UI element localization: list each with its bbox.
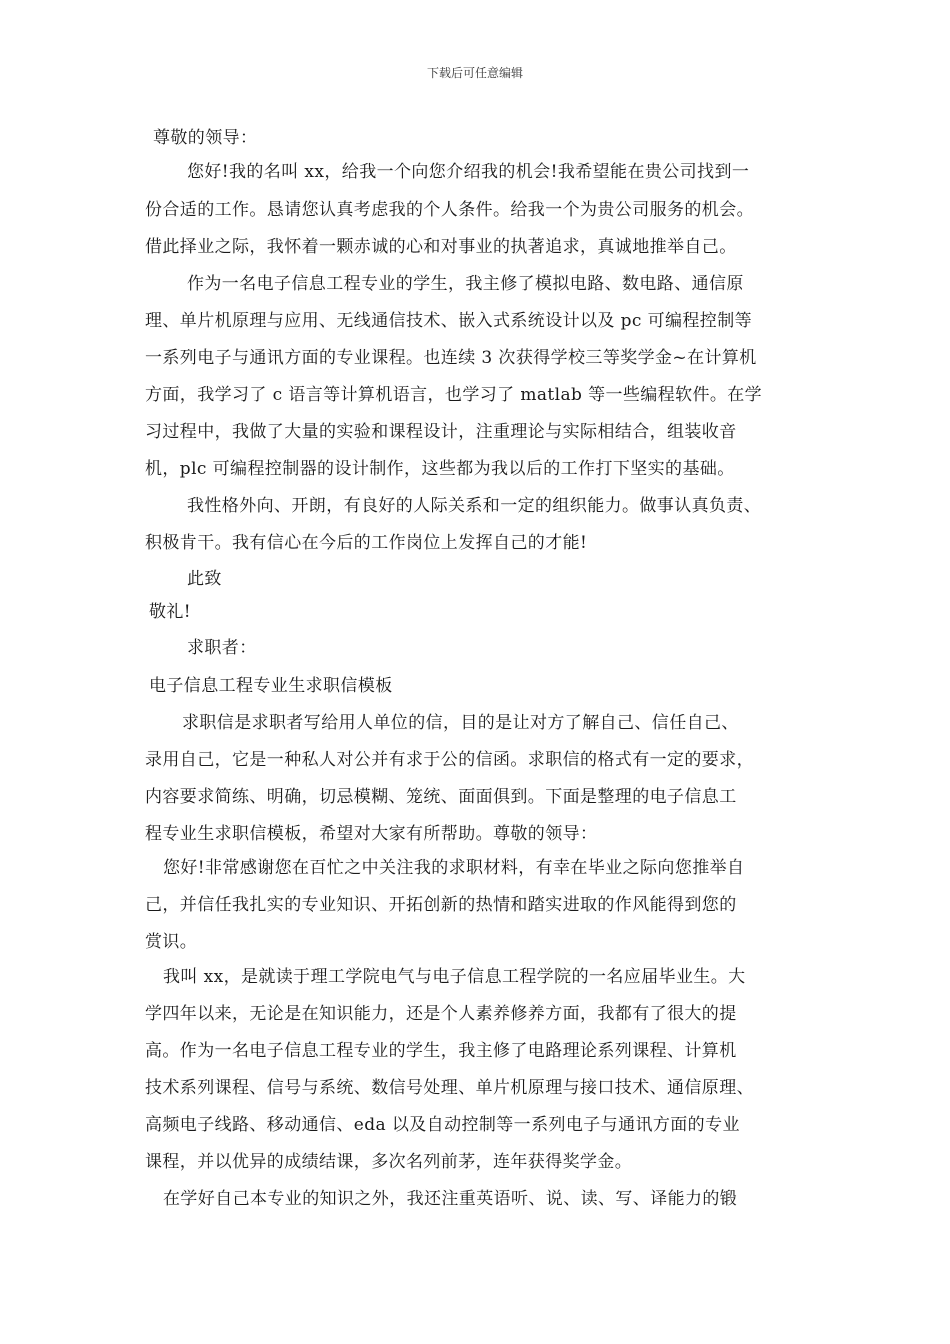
text-line: 一系列电子与通讯方面的专业课程。也连续 3 次获得学校三等奖学金~在计算机 (145, 348, 757, 368)
text-line: 在学好自己本专业的知识之外，我还注重英语听、说、读、写、译能力的锻 (163, 1189, 738, 1209)
text-line: 机，plc 可编程控制器的设计制作，这些都为我以后的工作打下坚实的基础。 (145, 459, 735, 479)
text-line: 我性格外向、开朗，有良好的人际关系和一定的组织能力。做事认真负责、 (187, 496, 762, 516)
text-line: 求职信是求职者写给用人单位的信，目的是让对方了解自己、信任自己、 (182, 713, 739, 733)
text-line: 技术系列课程、信号与系统、数信号处理、单片机原理与接口技术、通信原理、 (145, 1078, 754, 1098)
text-line: 借此择业之际，我怀着一颗赤诚的心和对事业的执著追求，真诚地推举自己。 (145, 237, 737, 257)
text-line: 内容要求简练、明确，切忌模糊、笼统、面面俱到。下面是整理的电子信息工 (145, 787, 737, 807)
text-line: 赏识。 (145, 932, 198, 952)
text-line: 习过程中，我做了大量的实验和课程设计，注重理论与实际相结合，组装收音 (145, 422, 737, 442)
text-line: 高。作为一名电子信息工程专业的学生，我主修了电路理论系列课程、计算机 (145, 1041, 737, 1061)
text-line: 我叫 xx，是就读于理工学院电气与电子信息工程学院的一名应届毕业生。大 (163, 967, 746, 987)
text-line: 课程，并以优异的成绩结课，多次名列前茅，连年获得奖学金。 (145, 1152, 633, 1172)
text-line: 您好!我的名叫 xx，给我一个向您介绍我的机会!我希望能在贵公司找到一 (187, 162, 750, 182)
text-line: 理、单片机原理与应用、无线通信技术、嵌入式系统设计以及 pc 可编程控制等 (145, 311, 753, 331)
text-line: 作为一名电子信息工程专业的学生，我主修了模拟电路、数电路、通信原 (187, 274, 744, 294)
text-line: 己，并信任我扎实的专业知识、开拓创新的热情和踏实进取的作风能得到您的 (145, 895, 737, 915)
salutation-1: 尊敬的领导： (153, 128, 258, 148)
text-line: 高频电子线路、移动通信、eda 以及自动控制等一系列电子与通讯方面的专业 (145, 1115, 740, 1135)
text-line: 方面，我学习了 c 语言等计算机语言，也学习了 matlab 等一些编程软件。在学 (145, 385, 763, 405)
text-line: 积极肯干。我有信心在今后的工作岗位上发挥自己的才能! (145, 533, 588, 553)
text-line: 程专业生求职信模板，希望对大家有所帮助。尊敬的领导： (145, 824, 598, 844)
text-line: 份合适的工作。恳请您认真考虑我的个人条件。给我一个为贵公司服务的机会。 (145, 200, 754, 220)
signature-label: 求职者： (187, 638, 257, 658)
text-line: 您好!非常感谢您在百忙之中关注我的求职材料，有幸在毕业之际向您推举自 (163, 858, 745, 878)
closing-line: 此致 (187, 569, 222, 589)
page-header: 下载后可任意编辑 (426, 66, 523, 80)
text-line: 录用自己，它是一种私人对公并有求于公的信函。求职信的格式有一定的要求， (145, 750, 754, 770)
section-title: 电子信息工程专业生求职信模板 (149, 676, 393, 696)
closing-salute: 敬礼! (149, 602, 192, 622)
text-line: 学四年以来，无论是在知识能力，还是个人素养修养方面，我都有了很大的提 (145, 1004, 737, 1024)
